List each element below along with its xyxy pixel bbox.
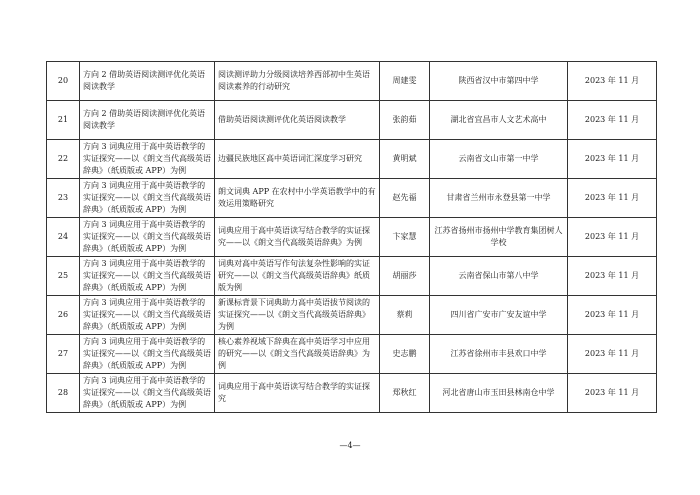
results-table: [46, 61, 657, 413]
school-name: 湖北省宜昌市人文艺术高中: [430, 101, 568, 140]
date: 2023 年 11 月: [568, 335, 657, 374]
school-name: 云南省文山市第一中学: [430, 140, 568, 179]
author-name: 郑秋红: [380, 374, 430, 413]
project-title: 朗文词典 APP 在农村中小学英语教学中的有效运用策略研究: [215, 179, 380, 218]
school-name: 河北省唐山市玉田县林南仓中学: [430, 374, 568, 413]
date: 2023 年 11 月: [568, 179, 657, 218]
author-name: 黄明斌: [380, 140, 430, 179]
row-number: 20: [47, 62, 80, 101]
author-name: 赵先福: [380, 179, 430, 218]
row-number: 21: [47, 101, 80, 140]
school-name: 云南省保山市第八中学: [430, 257, 568, 296]
date: 2023 年 11 月: [568, 140, 657, 179]
table-row: [47, 179, 657, 218]
row-number: 25: [47, 257, 80, 296]
table-row: [47, 257, 657, 296]
date: 2023 年 11 月: [568, 374, 657, 413]
school-name: 陕西省汉中市第四中学: [430, 62, 568, 101]
author-name: 史志鹏: [380, 335, 430, 374]
research-direction: 方向 3 词典应用于高中英语教学的实证探究——以《朗文当代高级英语辞典》（纸质版或 APP）为例: [80, 140, 215, 179]
author-name: 蔡莉: [380, 296, 430, 335]
project-title: 阅读测评助力分级阅读培养西部初中生英语阅读素养的行动研究: [215, 62, 380, 101]
project-title: 边疆民族地区高中英语词汇深度学习研究: [215, 140, 380, 179]
school-name: 江苏省徐州市丰县欢口中学: [430, 335, 568, 374]
research-direction: 方向 3 词典应用于高中英语教学的实证探究——以《朗文当代高级英语辞典》（纸质版或 APP）为例: [80, 296, 215, 335]
date: 2023 年 11 月: [568, 218, 657, 257]
project-title: 借助英语阅读测评优化英语阅读教学: [215, 101, 380, 140]
project-title: 词典应用于高中英语读写结合教学的实证探究: [215, 374, 380, 413]
table-row: [47, 62, 657, 101]
research-direction: 方向 2 借助英语阅读测评优化英语阅读教学: [80, 101, 215, 140]
table-row: [47, 101, 657, 140]
school-name: 甘肃省兰州市永登县第一中学: [430, 179, 568, 218]
date: 2023 年 11 月: [568, 62, 657, 101]
research-direction: 方向 2 借助英语阅读测评优化英语阅读教学: [80, 62, 215, 101]
date: 2023 年 11 月: [568, 257, 657, 296]
project-title: 核心素养视域下辞典在高中英语学习中应用的研究——以《朗文当代高级英语辞典》为例: [215, 335, 380, 374]
table-row: [47, 218, 657, 257]
table-row: [47, 335, 657, 374]
date: 2023 年 11 月: [568, 101, 657, 140]
research-direction: 方向 3 词典应用于高中英语教学的实证探究——以《朗文当代高级英语辞典》（纸质版或 APP）为例: [80, 179, 215, 218]
project-title: 词典对高中英语写作句法复杂性影响的实证研究——以《朗文当代高级英语辞典》纸质版为例: [215, 257, 380, 296]
author-name: 胡丽莎: [380, 257, 430, 296]
research-direction: 方向 3 词典应用于高中英语教学的实证探究——以《朗文当代高级英语辞典》（纸质版或 APP）为例: [80, 335, 215, 374]
row-number: 24: [47, 218, 80, 257]
project-title: 新课标背景下词典助力高中英语拔节阅读的实证探究——以《朗文当代高级英语辞典》为例: [215, 296, 380, 335]
row-number: 26: [47, 296, 80, 335]
school-name: 四川省广安市广安友谊中学: [430, 296, 568, 335]
author-name: 周建雯: [380, 62, 430, 101]
project-title: 词典应用于高中英语读写结合教学的实证探究——以《朗文当代高级英语辞典》为例: [215, 218, 380, 257]
row-number: 22: [47, 140, 80, 179]
table-row: [47, 140, 657, 179]
author-name: 卞家慧: [380, 218, 430, 257]
row-number: 28: [47, 374, 80, 413]
research-direction: 方向 3 词典应用于高中英语教学的实证探究——以《朗文当代高级英语辞典》（纸质版或 APP）为例: [80, 218, 215, 257]
row-number: 23: [47, 179, 80, 218]
table-row: [47, 374, 657, 413]
research-direction: 方向 3 词典应用于高中英语教学的实证探究——以《朗文当代高级英语辞典》（纸质版或 APP）为例: [80, 374, 215, 413]
school-name: 江苏省扬州市扬州中学教育集团树人学校: [430, 218, 568, 257]
row-number: 27: [47, 335, 80, 374]
research-direction: 方向 3 词典应用于高中英语教学的实证探究——以《朗文当代高级英语辞典》（纸质版或 APP）为例: [80, 257, 215, 296]
page-number: —4—: [339, 441, 361, 450]
author-name: 张韵茹: [380, 101, 430, 140]
table-row: [47, 296, 657, 335]
date: 2023 年 11 月: [568, 296, 657, 335]
